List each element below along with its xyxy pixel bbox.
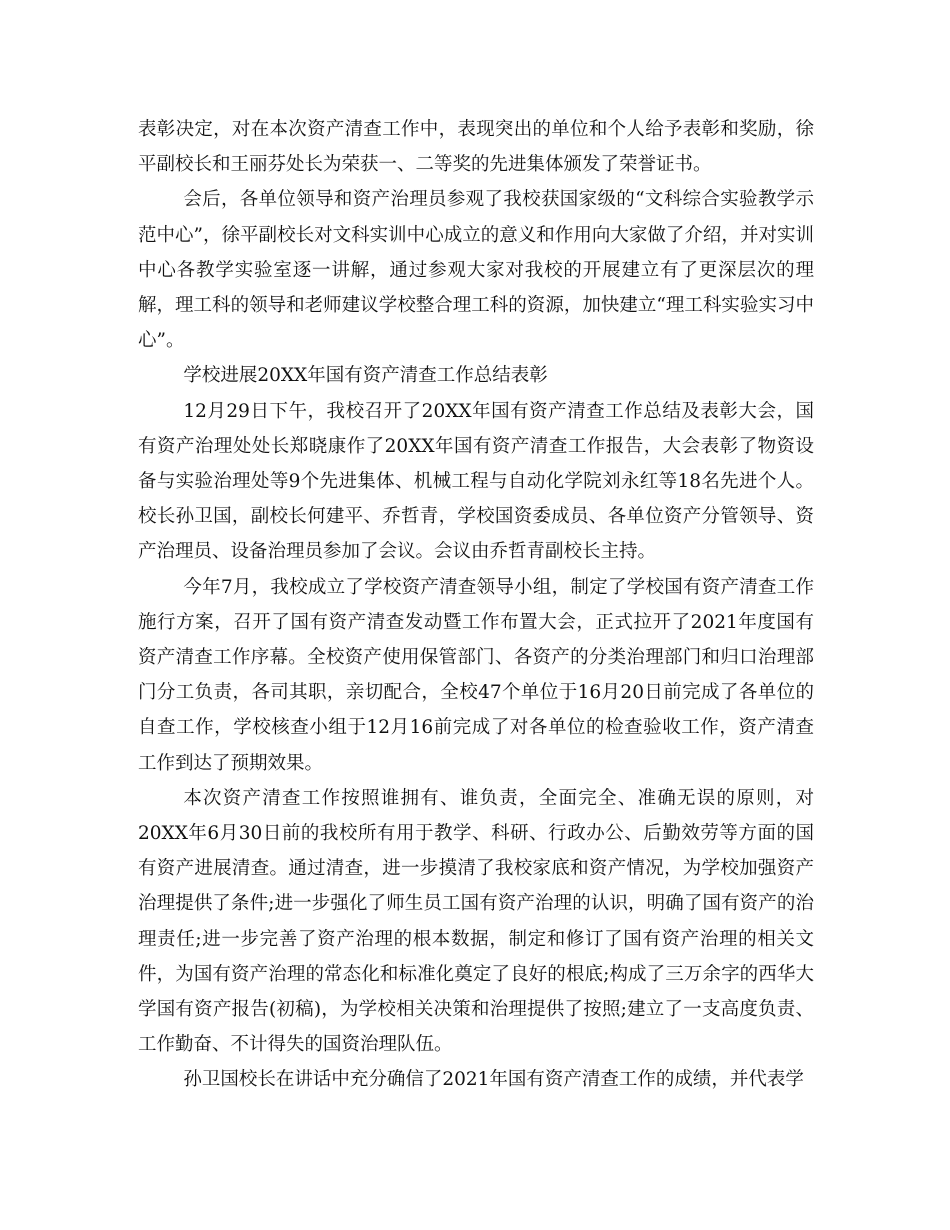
paragraph-visit: 会后，各单位领导和资产治理员参观了我校获国家级的“文科综合实验教学示范中心”，徐平副校长对文科实训中心成立的意义和作用向大家做了介绍，并对实训中心各教学实验室逐一讲解，通过参观大家对我校的开展建立有了更深层次的理解，理工科的领导和老师建议学校整合理工科的资源，加快建立“理工科实验实习中心”。	[138, 189, 814, 352]
paragraph-meeting: 12月29日下午，我校召开了20XX年国有资产清查工作总结及表彰大会，国有资产治理处处长郑晓康作了20XX年国有资产清查工作报告，大会表彰了物资设备与实验治理处等9个先进集体、机械工程与自动化学院刘永红等18名先进个人。校长孙卫国，副校长何建平、乔哲青，学校国资委成员、各单位资产分管领导、资产治理员、设备治理员参加了会议。会议由乔哲青副校长主持。	[138, 400, 814, 563]
paragraph-july: 今年7月，我校成立了学校资产清查领导小组，制定了学校国有资产清查工作施行方案，召开了国有资产清查发动暨工作布置大会，正式拉开了2021年度国有资产清查工作序幕。全校资产使用保管部门、各资产的分类治理部门和归口治理部门分工负责，各司其职，亲切配合，全校47个单位于16月20日前完成了各单位的自查工作，学校核查小组于12月16前完成了对各单位的检查验收工作，资产清查工作到达了预期效果。	[138, 576, 814, 774]
paragraph-award-decision: 表彰决定，对在本次资产清查工作中，表现突出的单位和个人给予表彰和奖励，徐平副校长和王丽芬处长为荣获一、二等奖的先进集体颁发了荣誉证书。	[138, 119, 814, 176]
paragraph-principle: 本次资产清查工作按照谁拥有、谁负责，全面完全、准确无误的原则，对20XX年6月30日前的我校所有用于教学、科研、行政办公、后勤效劳等方面的国有资产进展清查。通过清查，进一步摸清了我校家底和资产情况，为学校加强资产治理提供了条件;进一步强化了师生员工国有资产治理的认识，明确了国有资产的治理责任;进一步完善了资产治理的根本数据，制定和修订了国有资产治理的相关文件，为国有资产治理的常态化和标准化奠定了良好的根底;构成了三万余字的西华大学国有资产报告(初稿)，为学校相关决策和治理提供了按照;建立了一支高度负责、工作勤奋、不计得失的国资治理队伍。	[138, 787, 814, 1056]
section-title: 学校进展20XX年国有资产清查工作总结表彰	[183, 365, 548, 387]
paragraph-speech: 孙卫国校长在讲话中充分确信了2021年国有资产清查工作的成绩，并代表学	[183, 1069, 804, 1091]
document-body	[138, 112, 814, 1098]
